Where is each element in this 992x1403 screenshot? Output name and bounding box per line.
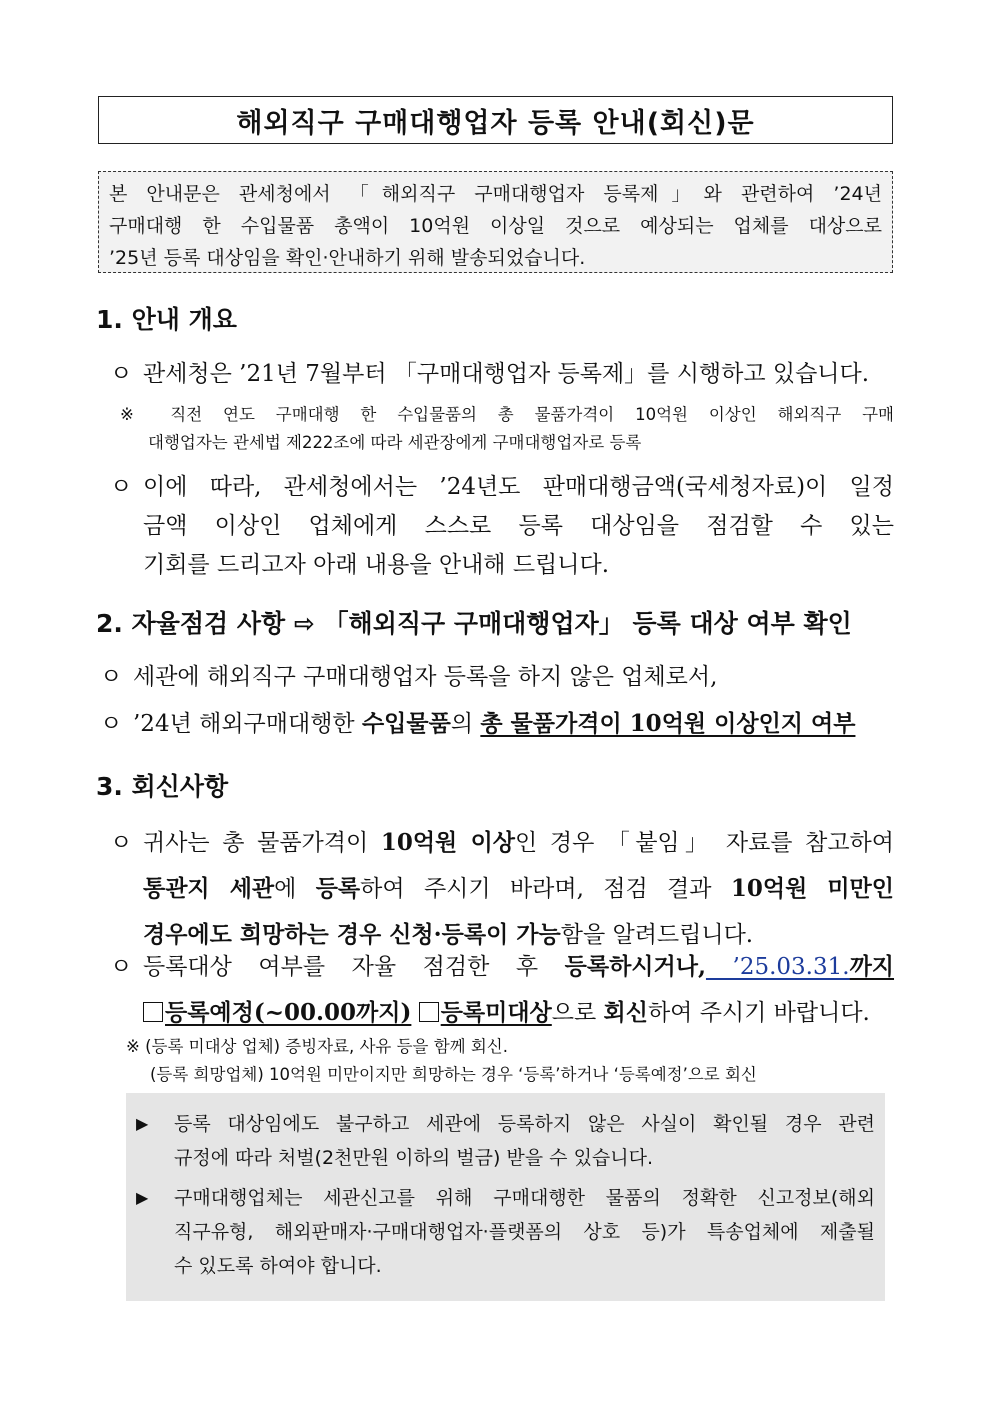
text-bold: 경우에도 희망하는 경우 신청·등록이 가능 [143, 921, 561, 948]
text-bold: 10억원 미만인 [730, 875, 894, 902]
intro-line: ’25년 등록 대상임을 확인·안내하기 위해 발송되었습니다. [109, 247, 586, 269]
text-bold: 등록하시거나, [564, 953, 706, 980]
bullet-text-line: 기회를 드리고자 아래 내용을 안내해 드립니다. [143, 552, 610, 578]
section3-note-line1: ※ (등록 미대상 업체) 증빙자료, 사유 등을 함께 회신. [126, 1037, 508, 1056]
section1-note-line1: ※ 직전 연도 구매대행 한 수입물품의 총 물품가격이 10억원 이상인 해외직구 구매 [120, 405, 894, 424]
notice-item [136, 1107, 875, 1175]
bullet-symbol: ㅇ [110, 474, 133, 500]
bullet-text-underlined: 총 물품가격이 10억원 이상인지 여부 [480, 710, 856, 737]
bullet-text-line: 금액 이상인 업체에게 스스로 등록 대상임을 점검할 수 있는 [143, 513, 894, 539]
section1-heading: 1. 안내 개요 [96, 305, 237, 334]
notice-box [126, 1093, 885, 1301]
document-title: 해외직구 구매대행업자 등록 안내(회신)문 [98, 96, 893, 144]
text: 귀사는 총 물품가격이 [143, 830, 381, 856]
triangle-bullet-icon: ▶ [136, 1188, 149, 1207]
checkbox-icon [419, 1002, 439, 1022]
section1-note-line2: 대행업자는 관세법 제222조에 따라 세관장에게 구매대행업자로 등록 [148, 433, 642, 452]
intro-box [98, 171, 893, 273]
bullet-text: 관세청은 ’21년 7월부터 「구매대행업자 등록제」를 시행하고 있습니다. [143, 361, 870, 387]
bullet-text: 세관에 해외직구 구매대행업자 등록을 하지 않은 업체로서, [133, 664, 718, 690]
notice-line: 등록 대상임에도 불구하고 세관에 등록하지 않은 사실이 확인될 경우 관련 [174, 1113, 875, 1135]
text: 에 [274, 876, 316, 902]
bullet-symbol: ㅇ [110, 830, 133, 856]
section2-heading: 2. 자율점검 사항 ⇨ 「해외직구 구매대행업자」 등록 대상 여부 확인 [96, 609, 852, 638]
text-bold: 회신 [603, 999, 648, 1026]
bullet-symbol: ㅇ [100, 664, 123, 690]
bullet-symbol: ㅇ [100, 711, 123, 737]
text-bold: 까지 [849, 953, 895, 980]
notice-line: 규정에 따라 처벌(2천만원 이하의 벌금) 받을 수 있습니다. [174, 1147, 654, 1169]
section3-bullet2 [110, 944, 894, 1036]
text: 하여 주시기 바랍니다. [647, 1000, 870, 1026]
notice-line: 구매대행업체는 세관신고를 위해 구매대행한 물품의 정확한 신고정보(해외 [174, 1187, 875, 1209]
checkbox-icon [143, 1002, 163, 1022]
text: 함을 알려드립니다. [560, 922, 754, 948]
section2-bullet2 [100, 705, 894, 738]
text-bold: 등록 [315, 875, 361, 902]
triangle-bullet-icon: ▶ [136, 1114, 149, 1133]
bullet-symbol: ㅇ [110, 954, 133, 980]
text: 하여 주시기 바라며, 점검 결과 [360, 876, 731, 902]
bullet-text: 의 [450, 711, 481, 737]
option-label: 등록미대상 [440, 999, 552, 1026]
section1-bullet1 [110, 355, 894, 388]
intro-line: 구매대행 한 수입물품 총액이 10억원 이상일 것으로 예상되는 업체를 대상으로 [109, 215, 882, 237]
bullet-symbol: ㅇ [110, 361, 133, 387]
notice-line: 직구유형, 해외판매자·구매대행업자·플랫폼의 상호 등)가 특송업체에 제출될 [174, 1221, 875, 1243]
section3-heading: 3. 회신사항 [96, 772, 229, 801]
intro-line: 본 안내문은 관세청에서 「해외직구 구매대행업자 등록제」와 관련하여 ’24년 [109, 183, 882, 205]
section2-bullet1 [100, 658, 717, 691]
bullet-text-bold: 수입물품 [361, 710, 451, 737]
section3-bullet1 [110, 820, 894, 958]
text: 으로 [551, 1000, 604, 1026]
notice-line: 수 있도록 하여야 합니다. [174, 1255, 382, 1277]
text: 인 경우 「붙임」 자료를 참고하여 [515, 830, 894, 856]
option-registration-planned[interactable] [143, 999, 411, 1026]
section1-bullet2 [110, 468, 894, 579]
text: 등록대상 여부를 자율 점검한 후 [143, 954, 565, 980]
deadline-date: ’25.03.31. [705, 954, 850, 980]
notice-item [136, 1181, 875, 1283]
bullet-text: ’24년 해외구매대행한 [133, 711, 362, 737]
text-bold: 통관지 세관 [143, 875, 275, 902]
option-not-subject[interactable] [419, 999, 552, 1026]
option-label: 등록예정(~00.00까지) [165, 999, 412, 1026]
section3-note-line2: (등록 희망업체) 10억원 미만이지만 희망하는 경우 ‘등록’하거나 ‘등록예정’으로 회신 [150, 1065, 757, 1084]
text-bold: 10억원 이상 [380, 829, 516, 856]
bullet-text-line: 이에 따라, 관세청에서는 ’24년도 판매대행금액(국세청자료)이 일정 [143, 474, 894, 500]
